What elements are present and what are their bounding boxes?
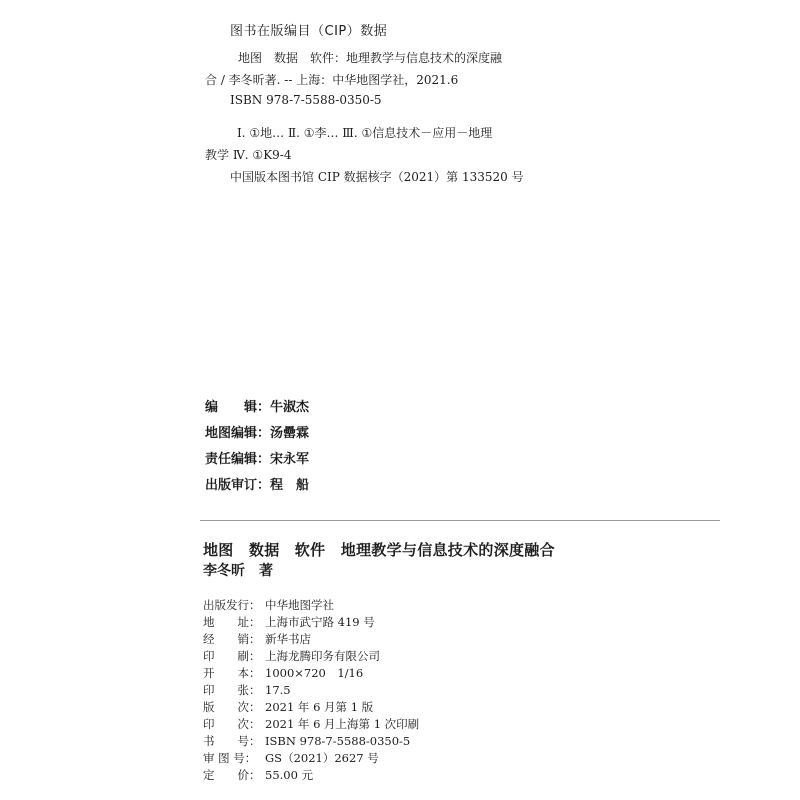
imprint-row bbox=[203, 716, 419, 732]
cip-line: 地图 数据 软件：地理教学与信息技术的深度融 bbox=[238, 51, 503, 65]
cip-line: Ⅰ. ①地… Ⅱ. ①李… Ⅲ. ①信息技术－应用－地理 bbox=[237, 126, 493, 140]
staff-value: 牛淑杰 bbox=[270, 400, 310, 415]
imprint-row bbox=[203, 682, 291, 698]
imprint-row bbox=[203, 699, 373, 715]
cip-line: 教学 Ⅳ. ①K9-4 bbox=[205, 148, 292, 162]
imprint-row bbox=[203, 597, 334, 613]
imprint-value: GS（2021）2627 号 bbox=[265, 751, 379, 765]
imprint-label: 开 本： bbox=[203, 666, 261, 680]
imprint-value: 上海龙腾印务有限公司 bbox=[265, 649, 380, 663]
imprint-label: 出版发行： bbox=[203, 598, 261, 612]
staff-label: 地图编辑： bbox=[205, 426, 271, 441]
imprint-value: 新华书店 bbox=[265, 632, 311, 646]
staff-row bbox=[205, 396, 309, 415]
cip-line: 中国版本图书馆 CIP 数据核字（2021）第 133520 号 bbox=[230, 170, 524, 184]
imprint-value: 中华地图学社 bbox=[265, 598, 334, 612]
book-author: 李冬昕 著 bbox=[203, 563, 273, 579]
staff-value: 程 船 bbox=[270, 478, 310, 493]
imprint-row bbox=[203, 631, 311, 647]
imprint-label: 定 价： bbox=[203, 768, 261, 782]
imprint-label: 地 址： bbox=[203, 615, 261, 629]
imprint-row bbox=[203, 665, 363, 681]
imprint-value: 2021 年 6 月第 1 版 bbox=[265, 700, 374, 714]
staff-value: 汤罍霖 bbox=[270, 426, 310, 441]
cip-line: ISBN 978-7-5588-0350-5 bbox=[230, 93, 382, 107]
imprint-row bbox=[203, 733, 410, 749]
staff-row bbox=[205, 474, 309, 493]
imprint-value: 55.00 元 bbox=[265, 768, 314, 782]
imprint-value: 1000×720 1/16 bbox=[265, 666, 364, 680]
staff-row bbox=[205, 448, 309, 467]
imprint-value: 2021 年 6 月上海第 1 次印刷 bbox=[265, 717, 420, 731]
imprint-row bbox=[203, 648, 380, 664]
staff-label: 责任编辑： bbox=[205, 452, 271, 467]
imprint-value: 上海市武宁路 419 号 bbox=[265, 615, 375, 629]
imprint-label: 书 号： bbox=[203, 734, 261, 748]
staff-row bbox=[205, 422, 309, 441]
imprint-label: 印 次： bbox=[203, 717, 261, 731]
divider bbox=[200, 520, 720, 521]
imprint-label: 印 张： bbox=[203, 683, 261, 697]
imprint-row bbox=[203, 750, 379, 766]
book-title: 地图 数据 软件 地理教学与信息技术的深度融合 bbox=[203, 541, 555, 559]
imprint-row bbox=[203, 614, 375, 630]
staff-label: 编 辑： bbox=[205, 400, 271, 415]
imprint-label: 印 刷： bbox=[203, 649, 261, 663]
imprint-label: 审 图 号： bbox=[203, 751, 257, 765]
imprint-label: 版 次： bbox=[203, 700, 261, 714]
staff-label: 出版审订： bbox=[205, 478, 271, 493]
imprint-label: 经 销： bbox=[203, 632, 261, 646]
cip-heading: 图书在版编目（CIP）数据 bbox=[230, 24, 388, 39]
cip-line: 合 / 李冬昕著. -- 上海：中华地图学社，2021.6 bbox=[205, 73, 459, 87]
imprint-value: ISBN 978-7-5588-0350-5 bbox=[265, 734, 411, 748]
imprint-value: 17.5 bbox=[265, 683, 291, 697]
imprint-row bbox=[203, 767, 313, 783]
staff-value: 宋永军 bbox=[270, 452, 310, 467]
